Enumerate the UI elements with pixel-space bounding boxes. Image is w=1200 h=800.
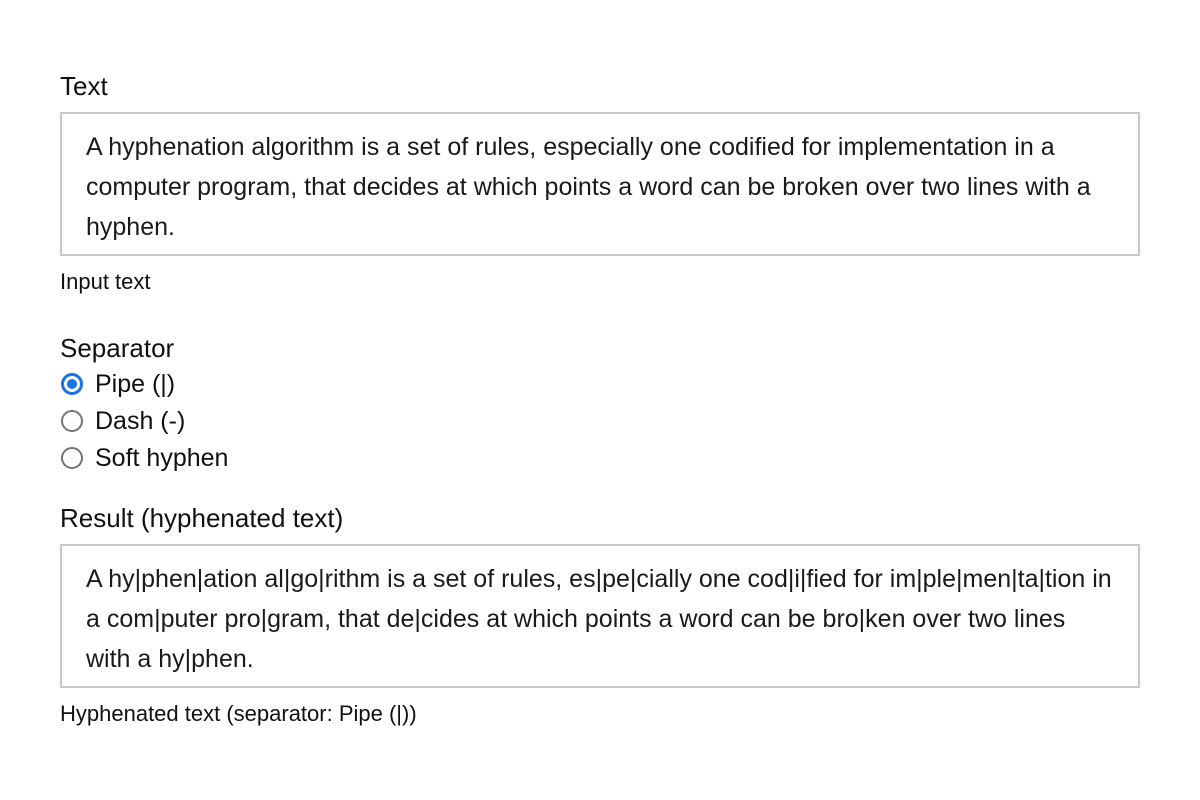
text-label: Text bbox=[60, 71, 108, 101]
separator-radio-group bbox=[60, 365, 228, 476]
separator-option-dash[interactable] bbox=[60, 402, 228, 439]
radio-button-pipe[interactable] bbox=[61, 373, 83, 395]
input-textarea[interactable]: A hyphenation algorithm is a set of rules, especially one codified for implementation in a computer program, that decides at which points a word can be broken over two lines with a hyphen. bbox=[60, 112, 1140, 256]
separator-option-label[interactable]: Soft hyphen bbox=[95, 443, 229, 472]
separator-option-label[interactable]: Pipe (|) bbox=[95, 369, 176, 398]
result-textarea[interactable]: A hy|phen|ation al|go|rithm is a set of rules, es|pe|cially one cod|i|fied for im|ple|men|ta|tion in a com|puter pro|gram, that de|cides at which points a word can be bro|ken over two lines with a hy|phen. bbox=[60, 544, 1140, 688]
radio-button-soft-hyphen[interactable] bbox=[61, 447, 83, 469]
separator-label: Separator bbox=[60, 333, 175, 363]
radio-button-dash[interactable] bbox=[61, 410, 83, 432]
separator-option-pipe[interactable] bbox=[60, 365, 228, 402]
separator-option-label[interactable]: Dash (-) bbox=[95, 406, 186, 435]
result-help-text: Hyphenated text (separator: Pipe (|)) bbox=[60, 701, 417, 726]
input-help-text: Input text bbox=[60, 269, 151, 294]
result-label: Result (hyphenated text) bbox=[60, 503, 344, 533]
separator-option-soft-hyphen[interactable] bbox=[60, 439, 228, 476]
